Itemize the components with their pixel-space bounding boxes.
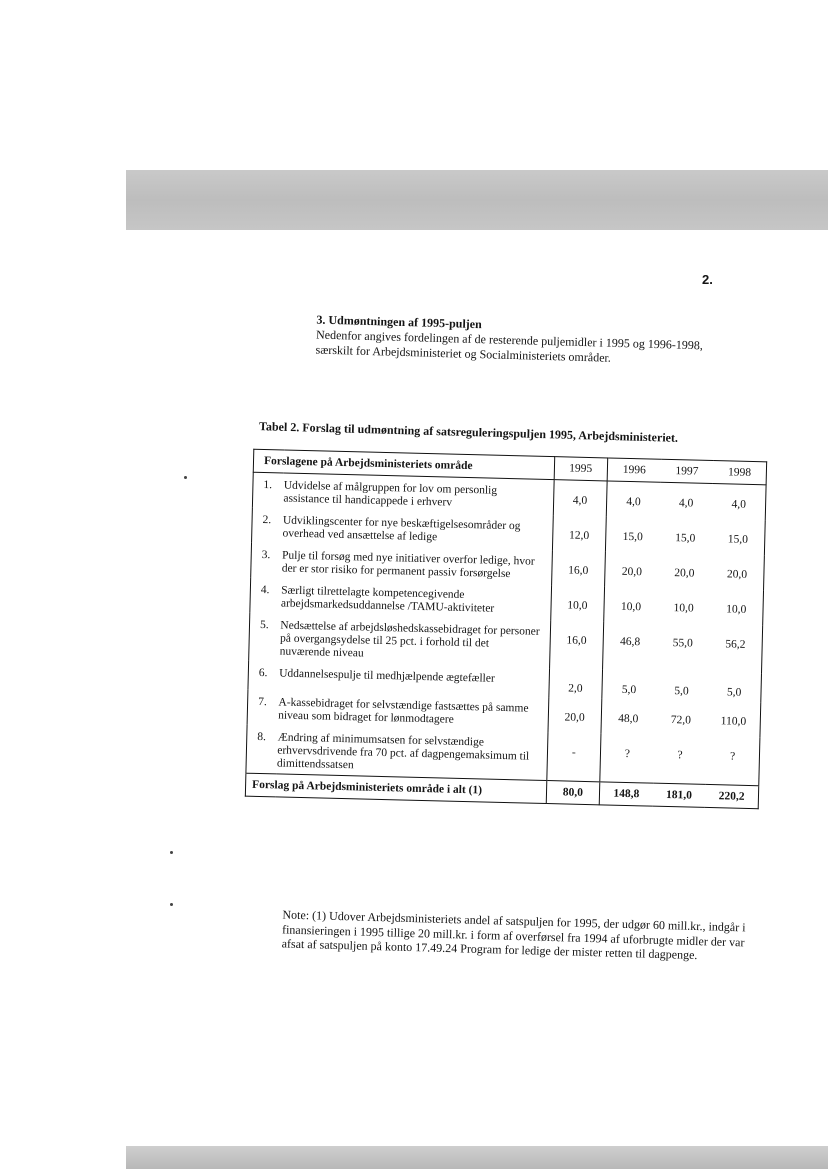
row-value: 10,0 <box>673 602 694 615</box>
row-value: 5,0 <box>674 685 689 698</box>
row-number: 1. <box>252 472 284 508</box>
row-value: 4,0 <box>626 495 641 509</box>
row-number: 5. <box>249 613 281 662</box>
section-block <box>315 313 708 368</box>
total-value: 220,2 <box>705 784 759 808</box>
row-description: Uddannelsespulje til medhjælpende ægtefæller <box>279 661 549 697</box>
row-value: ? <box>706 736 760 786</box>
row-value: 10,0 <box>550 585 604 621</box>
row-value: 55,0 <box>672 637 693 650</box>
row-description: Nedsættelse af arbejdsløshedskassebidraget for personer på overgangsydelse til 25 pct. i forhold til det nuværende niveau <box>279 613 550 668</box>
year-header: 1998 <box>713 461 767 485</box>
total-value: 148,8 <box>599 782 653 806</box>
total-value: 80,0 <box>546 781 600 805</box>
row-value: 10,0 <box>620 600 642 614</box>
year-header: 1996 <box>607 458 661 482</box>
row-value: 10,0 <box>710 589 764 625</box>
section-heading: 3. Udmøntningen af 1995-puljen <box>316 312 482 332</box>
row-number: 4. <box>250 578 282 614</box>
row-value: 12,0 <box>552 515 606 551</box>
row-description: Særligt tilrettelagte kompetencegivende arbejdsmarkedsuddannelse /TAMU-aktiviteter <box>281 579 551 621</box>
year-header: 1995 <box>554 457 608 481</box>
row-value: 4,0 <box>678 497 694 510</box>
row-value: ? <box>624 747 631 761</box>
row-value: 2,0 <box>548 668 602 698</box>
row-value: 4,0 <box>553 480 607 517</box>
table-note: Note: (1) Udover Arbejdsministeriets andel af satspuljen for 1995, der udgør 60 mill.kr., indgår i finansieringen i 1995 tillige 20 mill.kr. i form af overførsel fra 1994 af uforbrugte midler der var afsat af satspuljen på konto 17.49.24 Program for ledige der mister retten til dagpenge. <box>281 907 746 963</box>
row-value: - <box>546 732 601 782</box>
row-value: 15,0 <box>622 530 643 544</box>
page-number: 2. <box>702 272 713 287</box>
row-value: 20,0 <box>674 567 695 580</box>
row-value: 15,0 <box>675 532 696 545</box>
row-value: ? <box>677 749 683 762</box>
scan-speck <box>170 903 173 906</box>
row-value: 110,0 <box>707 701 761 737</box>
row-value: 16,0 <box>549 620 604 669</box>
row-value: 16,0 <box>551 550 605 586</box>
row-number: 8. <box>246 725 278 774</box>
row-description: Pulje til forsøg med nye initiativer overfor ledige, hvor der er stor risiko for permanent passiv forsørgelse <box>282 544 552 586</box>
row-number: 2. <box>252 508 284 544</box>
allocation-table <box>245 449 767 809</box>
row-number: 7. <box>247 690 279 726</box>
row-value: 72,0 <box>670 714 692 727</box>
row-value: 5,0 <box>708 672 762 702</box>
section-text: Nedenfor angives fordelingen af de resterende puljemidler i 1995 og 1996-1998, særskilt for Arbejdsministeriet og Socialministeriets områder. <box>315 327 704 365</box>
row-value: 20,0 <box>621 565 643 579</box>
row-number: 6. <box>248 661 280 691</box>
scan-speck <box>184 476 187 479</box>
total-label: Forslag på Arbejdsministeriets område i alt (1) <box>245 773 546 803</box>
row-value: 4,0 <box>712 484 766 521</box>
row-value: 20,0 <box>547 697 601 733</box>
scan-header-band <box>126 170 828 230</box>
row-value: 56,2 <box>708 624 762 673</box>
scan-speck <box>170 851 173 854</box>
row-value: 20,0 <box>710 554 764 590</box>
row-value: 48,0 <box>618 712 639 726</box>
row-value: 15,0 <box>711 519 765 555</box>
row-description: A-kassebidraget for selvstændige fastsættes på samme niveau som bidraget for lønmodtagere <box>278 690 548 732</box>
table-title: Tabel 2. Forslag til udmøntning af satsreguleringspuljen 1995, Arbejdsministeriet. <box>258 419 679 445</box>
row-description: Udviklingscenter for nye beskæftigelsesområder og overhead ved ansættelse af ledige <box>282 509 552 551</box>
row-description: Udvidelse af målgruppen for lov om personlig assistance til handicappede i erhverv <box>283 473 553 515</box>
total-value: 181,0 <box>652 783 705 807</box>
row-value: 5,0 <box>621 683 637 697</box>
table-header-label: Forslagene på Arbejdsministeriets område <box>253 449 554 479</box>
scan-footer-band <box>126 1146 828 1169</box>
row-value: 46,8 <box>619 635 641 649</box>
row-description: Ændring af minimumsatsen for selvstændige erhvervsdrivende fra 70 pct. af dagpengemaksimum til dimittendssatsen <box>277 725 548 780</box>
row-number: 3. <box>251 543 283 579</box>
year-header: 1997 <box>660 459 713 483</box>
